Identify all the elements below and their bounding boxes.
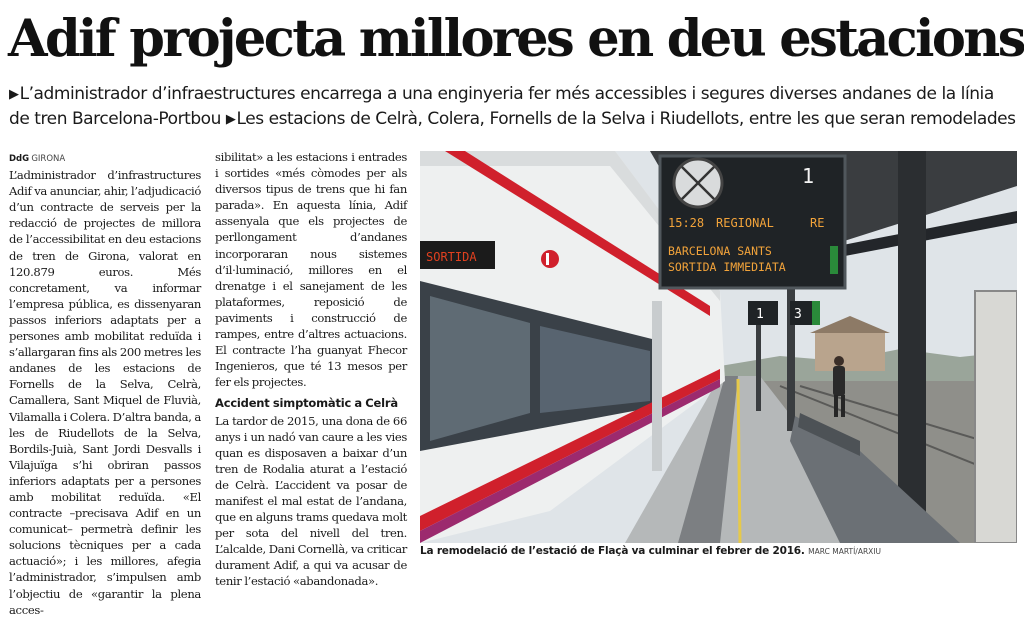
departure-destination: BARCELONA SANTS (668, 244, 772, 258)
departure-service: REGIONAL (716, 216, 774, 230)
background-building (815, 331, 885, 371)
body-paragraph-2: sibilitat» a les estacions i entrades i sortides «més còmodes per als diversos tipus de trens que hi fan parada». En aquesta línia, Adif assenyala que els projectes de perllongament d’andanes incorporaran nous sistemes d’il·luminació, millores en el drenatge i el sanejament de les plataformes, reposició de paviments i construcció de rampes, entre d’altres actuacions. El contracte l’ha guanyat Fhecor Ingenieros, que té 13 mesos per fer els projectes. (215, 150, 407, 390)
body-paragraph-1: L’administrador d’infrastructures Adif va anunciar, ahir, l’adjudicació d’un contracte de serveis per la redacció de projectes de millora de l’accessibilitat en deu estacions de tren de Girona, valorat en 120.879 euros. Més concretament, va informar l’empresa pública, es dissenyaran passos inferiors adaptats per a persones amb mobilitat reduïda i s’allargaran fins als 200 metres les andanes de les estacions de Fornells de la Selva, Celrà, Camallera, Sant Miquel de Fluvià, Vilamalla i Colera. D’altra banda, a les de Riudellots de la Selva, Bordils-Juià, Sant Jordi Desvalls i Vilajuïga s’hi obriran passos inferiors adaptats per a persones amb mobilitat reduïda. «El contracte –precisava Adif en un comunicat– permetrà definir les solucions tècniques per a cada actuació»; i les millores, afegia l’administrador, s’impulsen amb l’objectiu de «garantir la plena acces- (9, 168, 201, 617)
deck-part-1: L’administrador d’infraestructures encarrega a una enginyeria fer més accessibles i segures diverses andanes de la línia de tren Barcelona-Portbou (9, 84, 994, 129)
platform-sign-right-number: 3 (794, 307, 802, 322)
deck (9, 82, 1019, 132)
canopy-pillar (898, 151, 926, 543)
body-column-2 (215, 149, 407, 590)
departure-status: SORTIDA IMMEDIATA (668, 260, 786, 274)
subhead: Accident simptomàtic a Celrà (215, 396, 398, 411)
body-column-1 (9, 149, 201, 618)
renfe-logo-icon (541, 250, 559, 268)
photo-credit: MARC MARTÍ/ARXIU (808, 547, 882, 556)
headline: Adif projecta millores en deu estacions (8, 9, 1024, 69)
departure-board-track: 1 (802, 164, 815, 188)
departure-code: RE (810, 216, 825, 230)
platform-sign-left-number: 1 (756, 307, 764, 322)
byline-location: GIRONA (31, 154, 66, 164)
byline-source: DdG (9, 154, 30, 164)
triangle-bullet-icon: ▶ (9, 87, 19, 102)
poster-panel (975, 291, 1017, 543)
train-display-text: SORTIDA (426, 250, 477, 264)
train-door (652, 301, 662, 471)
deck-part-2: Les estacions de Celrà, Colera, Fornells de la Selva i Riudellots, entre les que seran remodelades (236, 109, 1016, 129)
triangle-bullet-icon: ▶ (225, 112, 236, 127)
person (833, 366, 845, 396)
photo-caption (420, 545, 1020, 557)
caption-text: La remodelació de l’estació de Flaçà va culminar el febrer de 2016. (420, 545, 805, 557)
byline (9, 154, 65, 164)
body-paragraph-3: La tardor de 2015, una dona de 66 anys i un nadó van caure a les vies quan es disposaven a baixar d’un tren de Rodalia aturat a l’estació de Celrà. L’accident va posar de manifest el mal estat de l’andana, que en alguns trams quedava molt per sota del nivell del tren. L’alcalde, Dani Cornellà, va criticar durament Adif, a qui va acusar de tenir l’estació «abandonada». (215, 413, 407, 589)
departure-time: 15:28 (668, 216, 705, 230)
photo-train-station (420, 151, 1017, 543)
